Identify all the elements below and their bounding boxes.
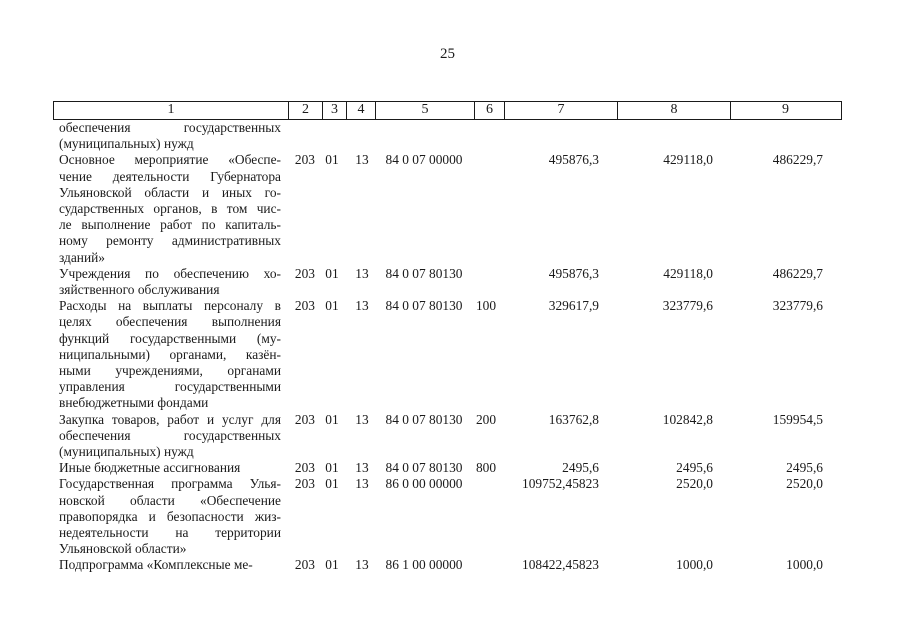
description-line: правопорядка и безопасности жиз-: [59, 508, 281, 524]
column-header-4: 4: [346, 102, 375, 119]
amount-year-2: 429118,0: [663, 152, 713, 168]
description-line: Расходы на выплаты персоналу в: [59, 298, 281, 314]
column-header-1: 1: [167, 102, 175, 117]
section-code: 01: [325, 557, 339, 573]
description-line: ными учреждениями, органами: [59, 363, 281, 379]
description-line: целях обеспечения выполнения: [59, 314, 281, 330]
target-article-code: 84 0 07 80130: [385, 411, 463, 427]
table-row: [59, 557, 859, 573]
row-description: [59, 298, 281, 411]
column-header-7: 7: [504, 102, 617, 119]
target-article-code: 84 0 07 80130: [385, 298, 463, 314]
subsection-code: 13: [355, 460, 369, 476]
expense-type-code: 200: [475, 411, 497, 427]
amount-year-3: 2495,6: [786, 460, 823, 476]
amount-year-3: 486229,7: [772, 265, 823, 281]
description-line: ниципальными) органами, казён-: [59, 346, 281, 362]
description-line: зяйственного обслуживания: [59, 282, 220, 298]
description-line: обеспечения государственных: [59, 427, 281, 443]
description-line: функций государственными (му-: [59, 330, 281, 346]
admin-code: 203: [294, 265, 315, 281]
description-line: Закупка товаров, работ и услуг для: [59, 411, 281, 427]
amount-year-2: 2520,0: [676, 476, 713, 492]
section-code: 01: [325, 152, 339, 168]
amount-year-1: 495876,3: [548, 265, 599, 281]
admin-code: 203: [294, 298, 315, 314]
table-body: [59, 120, 859, 574]
row-description: [59, 120, 281, 152]
column-header-9: 9: [730, 102, 840, 119]
target-article-code: 84 0 07 80130: [385, 460, 463, 476]
column-header-8: 8: [617, 102, 730, 119]
column-header-3: 3: [322, 102, 346, 119]
amount-year-2: 429118,0: [663, 265, 713, 281]
admin-code: 203: [294, 460, 315, 476]
row-description: [59, 266, 281, 298]
amount-year-3: 323779,6: [772, 298, 823, 314]
subsection-code: 13: [355, 411, 369, 427]
subsection-code: 13: [355, 152, 369, 168]
table-row: [59, 412, 859, 461]
subsection-code: 13: [355, 265, 369, 281]
section-code: 01: [325, 298, 339, 314]
amount-year-1: 163762,8: [548, 411, 599, 427]
table-row: [59, 120, 859, 152]
description-line: чение деятельности Губернатора: [59, 168, 281, 184]
admin-code: 203: [294, 411, 315, 427]
section-code: 01: [325, 460, 339, 476]
amount-year-1: 495876,3: [548, 152, 599, 168]
table-row: [59, 152, 859, 265]
subsection-code: 13: [355, 557, 369, 573]
amount-year-3: 1000,0: [786, 557, 823, 573]
admin-code: 203: [294, 557, 315, 573]
amount-year-3: 2520,0: [786, 476, 823, 492]
row-description: [59, 412, 281, 461]
section-code: 01: [325, 476, 339, 492]
table-header: [53, 101, 842, 120]
table-row: [59, 266, 859, 298]
table-row: [59, 298, 859, 411]
description-line: внебюджетными фондами: [59, 395, 209, 411]
description-line: сударственных органов, в том чис-: [59, 201, 281, 217]
description-line: Ульяновской области»: [59, 541, 187, 557]
description-line: Подпрограмма «Комплексные ме-: [59, 557, 253, 573]
row-description: [59, 557, 281, 573]
section-code: 01: [325, 265, 339, 281]
amount-year-3: 159954,5: [772, 411, 823, 427]
description-line: Основное мероприятие «Обеспе-: [59, 152, 281, 168]
description-line: обеспечения государственных: [59, 120, 281, 135]
row-description: [59, 460, 281, 476]
description-line: управления государственными: [59, 379, 281, 395]
amount-year-1: 109752,45823: [522, 476, 599, 492]
row-description: [59, 152, 281, 265]
subsection-code: 13: [355, 298, 369, 314]
amount-year-1: 329617,9: [548, 298, 599, 314]
amount-year-3: 486229,7: [772, 152, 823, 168]
amount-year-2: 323779,6: [662, 298, 713, 314]
description-line: (муниципальных) нужд: [59, 136, 194, 152]
description-line: новской области «Обеспечение: [59, 492, 281, 508]
admin-code: 203: [294, 152, 315, 168]
column-header-6: 6: [474, 102, 504, 119]
table-row: [59, 460, 859, 476]
amount-year-2: 102842,8: [662, 411, 713, 427]
description-line: ному ремонту административных: [59, 233, 281, 249]
description-line: Ульяновской области и иных го-: [59, 184, 281, 200]
description-line: ле выполнение работ по капиталь-: [59, 217, 281, 233]
amount-year-1: 108422,45823: [522, 557, 599, 573]
amount-year-2: 1000,0: [676, 557, 713, 573]
admin-code: 203: [294, 476, 315, 492]
description-line: Государственная программа Улья-: [59, 476, 281, 492]
target-article-code: 84 0 07 80130: [385, 265, 463, 281]
subsection-code: 13: [355, 476, 369, 492]
description-line: (муниципальных) нужд: [59, 444, 194, 460]
table-row: [59, 476, 859, 557]
description-line: Учреждения по обеспечению хо-: [59, 265, 281, 281]
target-article-code: 84 0 07 00000: [385, 152, 463, 168]
page-number: 25: [440, 46, 455, 62]
target-article-code: 86 1 00 00000: [385, 557, 463, 573]
row-description: [59, 476, 281, 557]
description-line: недеятельности на территории: [59, 525, 281, 541]
expense-type-code: 100: [475, 298, 497, 314]
target-article-code: 86 0 00 00000: [385, 476, 463, 492]
amount-year-1: 2495,6: [562, 460, 599, 476]
description-line: зданий»: [59, 249, 105, 265]
amount-year-2: 2495,6: [676, 460, 713, 476]
expense-type-code: 800: [475, 460, 497, 476]
column-header-2: 2: [288, 102, 322, 119]
section-code: 01: [325, 411, 339, 427]
column-header-5: 5: [375, 102, 474, 119]
description-line: Иные бюджетные ассигнования: [59, 460, 241, 476]
